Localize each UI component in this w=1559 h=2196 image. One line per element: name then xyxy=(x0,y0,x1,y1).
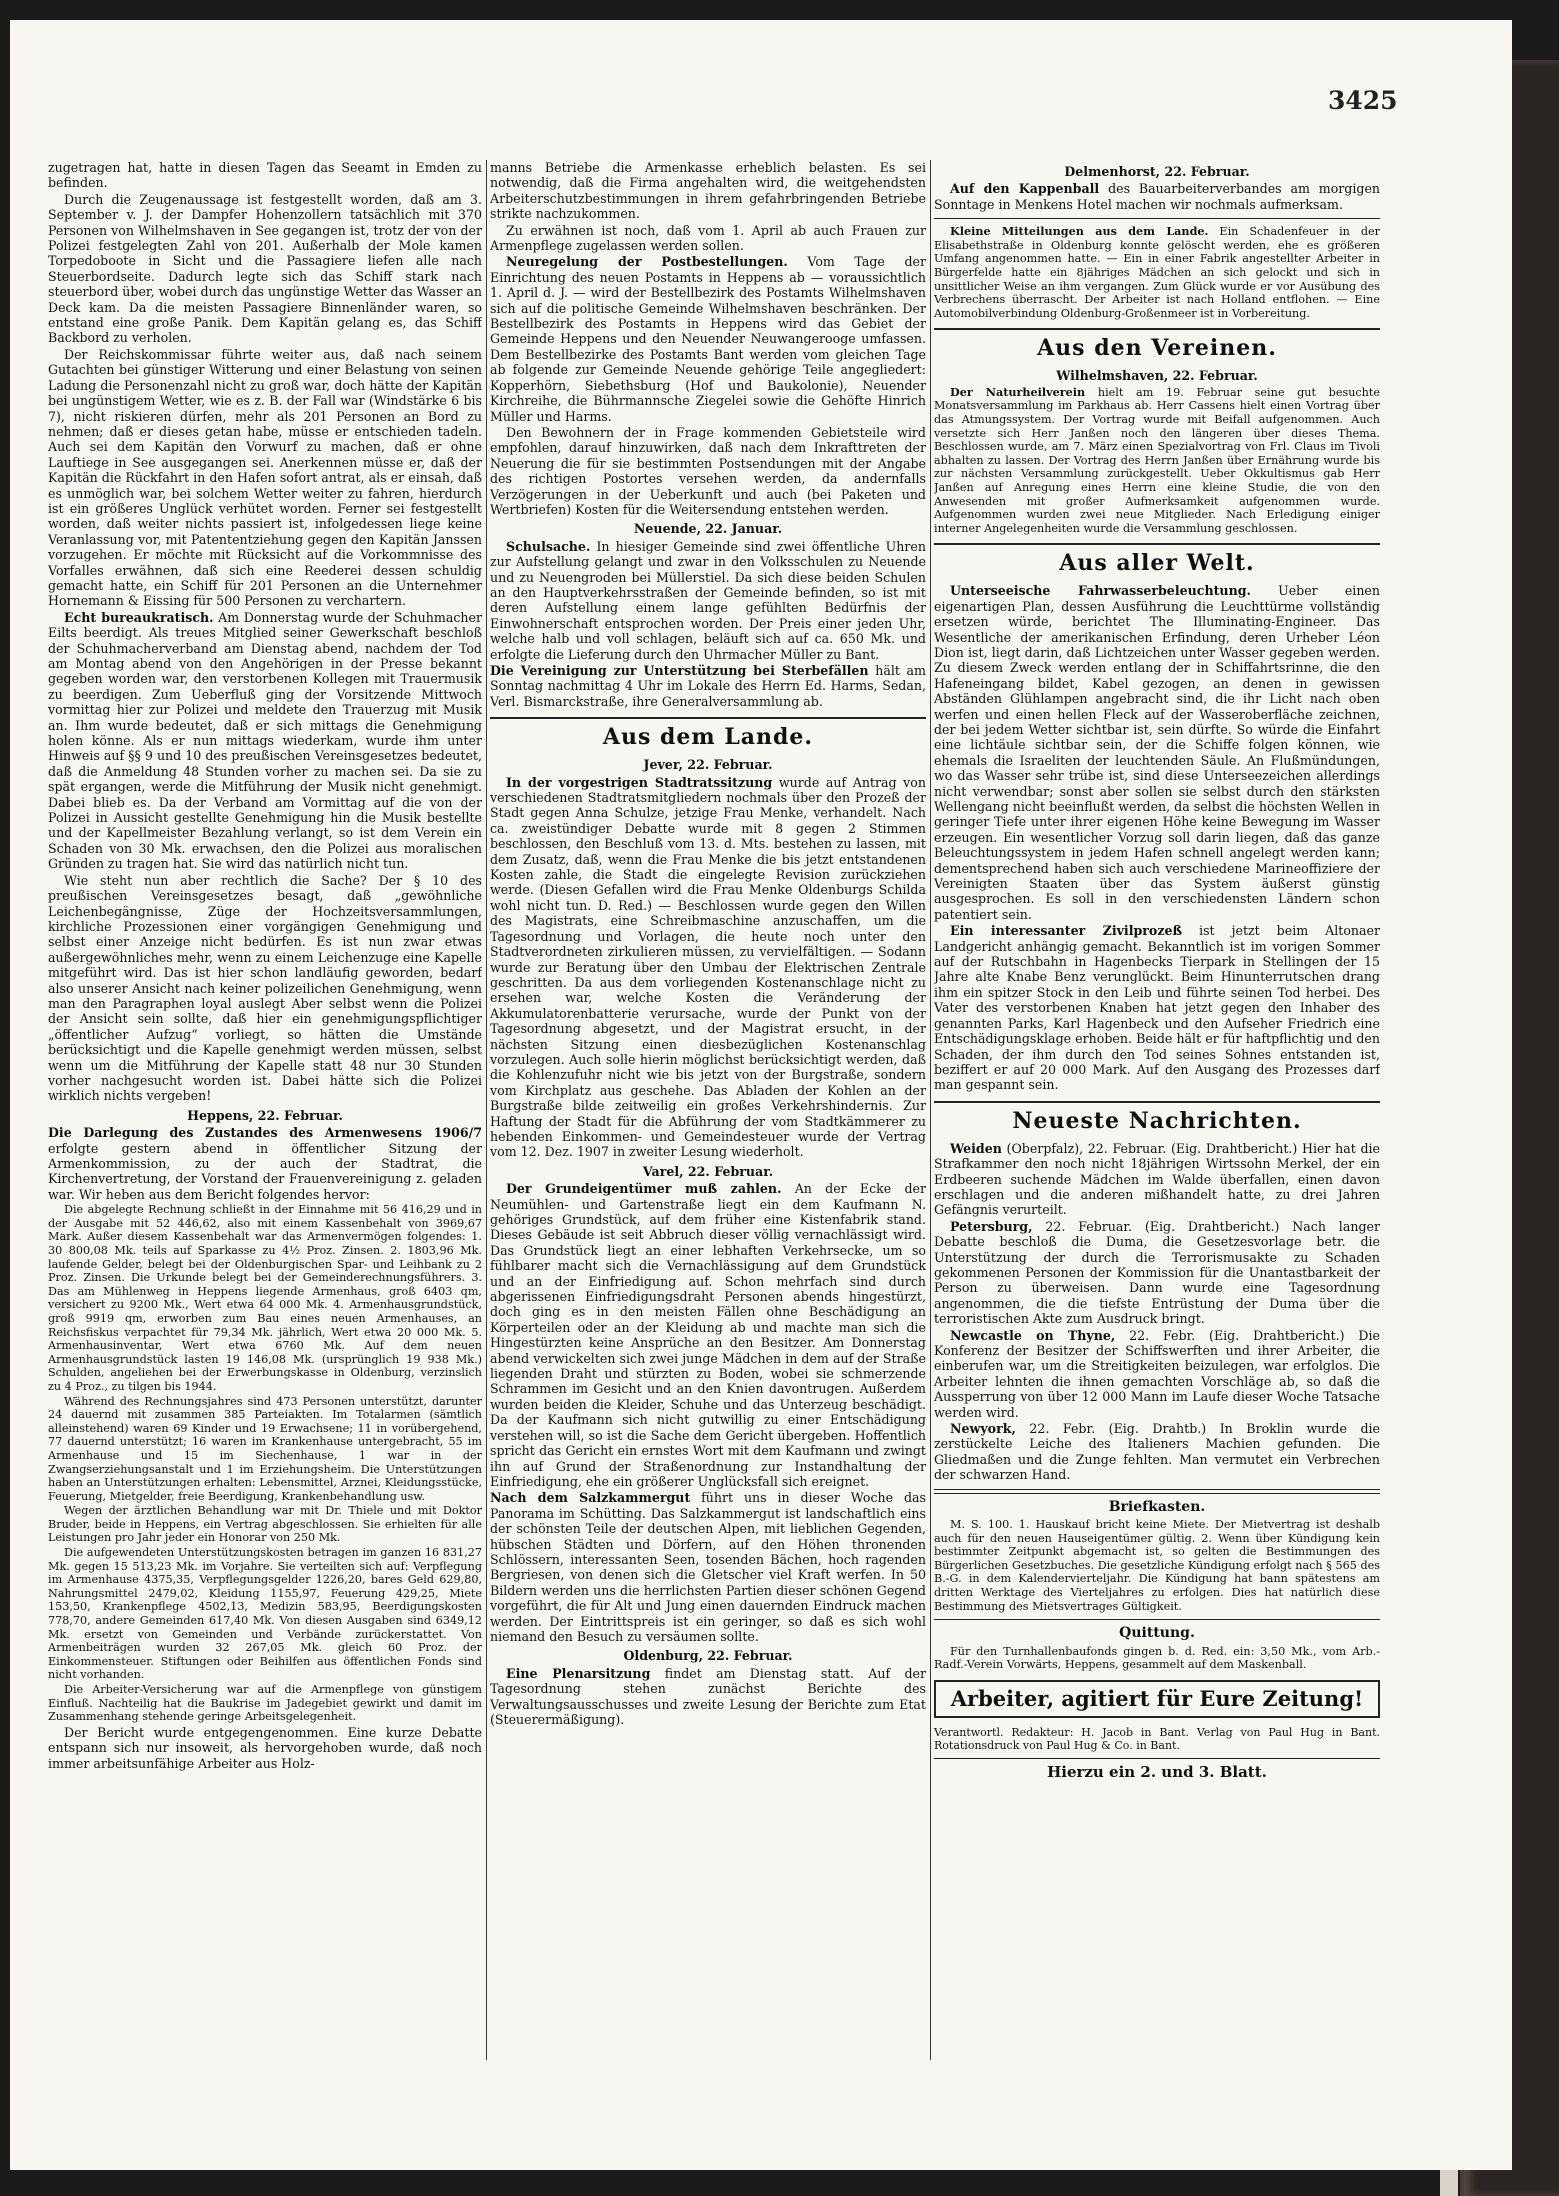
section-heading: Neueste Nachrichten. xyxy=(934,1101,1380,1135)
article-paragraph xyxy=(48,160,482,191)
article-paragraph xyxy=(490,775,926,1160)
divider xyxy=(934,1619,1380,1620)
article-paragraph xyxy=(48,1683,482,1724)
article-paragraph xyxy=(934,1141,1380,1218)
article-text: hielt am 19. Februar seine gut besuchte Monatsversammlung im Parkhaus ab. Herr Cassens hielt einen Vortrag über das Atmungssystem. Der Vortrag wurde mit Beifall aufgenommen. Auch versetzte sich Herr Janßen noch den längeren über dieses Thema. Beschlossen wurde, am 7. März einen Spezialvortrag von Frl. Claus im Tivoli abhalten zu lassen. Der Vortrag des Herrn Janßen über Ernährung wurde bis zur nächsten Versammlung zurückgestellt. Ueber Okkultismus gab Herr Janßen auf Anregung eines Herrn eine kleine Studie, die von den Anwesenden mit großer Aufmerksamkeit aufgenommen wurde. Aufgenommen wurden zwei neue Mitglieder. Nach Erledigung einiger interner Angelegenheiten wurde die Versammlung geschlossen. xyxy=(934,385,1380,535)
article-paragraph xyxy=(48,1725,482,1771)
article-lead: Nach dem Salzkammergut xyxy=(490,1490,691,1506)
article-lead: Schulsache. xyxy=(506,538,591,554)
article-lead: Weiden xyxy=(950,1140,1002,1156)
divider xyxy=(934,1758,1380,1759)
article-text: zugetragen hat, hatte in diesen Tagen das Seeamt in Emden zu befinden. xyxy=(48,160,482,191)
briefkasten-title: Briefkasten. xyxy=(1108,1498,1206,1515)
article-text: des Bauarbeiterverbandes am morgigen Sonntage in Menkens Hotel machen wir nochmals aufmerksam. xyxy=(934,181,1380,212)
divider xyxy=(934,218,1380,219)
column-rule-1 xyxy=(486,160,487,2060)
article-lead: Die Darlegung des Zustandes des Armenwesens 1906/7 xyxy=(48,1125,482,1141)
newspaper-page xyxy=(10,20,1512,2170)
article-text: Vom Tage der Einrichtung des neuen Postamts in Heppens ab — voraussichtlich 1. April d. J. — wird der Bestellbezirk des Postamts Wilhelmshaven sich auf die politische Gemeinde Wilhelmshaven beschränken. Der Bestellbezirk des Postamts in Heppens wird das Gebiet der Gemeinde Heppens und den Neuender Neuwangerooge umfassen. Dem Bestellbezirke des Postamts Bant werden vom gleichen Tage ab folgende zur Gemeinde Neuende gehörige Teile angegliedert: Kopperhörn, Siebethsburg (Hof und Baukolonie), Neuender Kirchreihe, die Bührmannsche Ziegelei sowie die Gehöfte Hinrich Müller und Harms. xyxy=(490,254,926,424)
article-text: ist jetzt beim Altonaer Landgericht anhängig gemacht. Bekanntlich ist im vorigen Sommer auf der Rutschbahn in Hagenbecks Tierpark in Stellingen der 15 Jahre alte Knabe Benz verunglückt. Beim Hinunterrutschen drang ihm ein spitzer Stock in den Leib und führte seinen Tod herbei. Des Vater des verstorbenen Knaben hat jetzt gegen den Inhaber des genannten Parks, Karl Hagenbeck und den Aufseher Friedrich eine Entschädigungsklage erhoben. Beide hält er für haftpflichtig und den Schaden, der ihm durch den Tod seines Sohnes entstanden ist, beziffert er auf 20 000 Mark. Auf den Ausgang des Prozesses darf man gespannt sein. xyxy=(934,923,1380,1093)
article-paragraph xyxy=(48,1125,482,1202)
article-lead: Newcastle on Thyne, xyxy=(950,1327,1116,1343)
article-text: wurde auf Antrag von verschiedenen Stadtratsmitgliedern nochmals über den Prozeß der Stadt gegen Anna Schulze, jetzige Frau Menke, verhandelt. Nach ca. zweistündiger Debatte wurde mit 8 gegen 2 Stimmen beschlossen, den Beschluß vom 13. d. Mts. bestehen zu lassen, mit dem Zusatz, daß, wenn die Frau Menke die bis jetzt entstandenen Kosten zahle, die Stadt die eingelegte Revision zurückziehen werde. (Diesen Gefallen wird die Frau Menke Oldenburgs Schilda wohl nicht tun. D. Red.) — Beschlossen wurde gegen den Willen des Magistrats, eine Schreibmaschine anzuschaffen, um die Tagesordnung und Vorlagen, die heute noch unter den Stadtverordneten zirkulieren müssen, zu vervielfältigen. — Sodann wurde zur Beratung über den Umbau der Elektrischen Zentrale geschritten. Da aus dem vorliegenden Kostenanschlage nicht zu ersehen war, welche Kosten die Veränderung der Akkumulatorenbatterie verursache, wurde der Punkt von der Tagesordnung abgesetzt, und der Magistrat ersucht, in der nächsten Sitzung einen diesbezüglichen Kostenanschlag vorzulegen. Auch solle hierin möglichst berücksichtigt werden, daß die Kohlenzufuhr nicht wie bis jetzt von der Burgstraße, sondern vom Kirchplatz aus geschehe. Das Abladen der Kohlen an der Burgstraße bilde zeitweilig ein großes Verkehrshindernis. Zur Haftung der Stadt für die Abführung der vom Stadtkämmerer zu hebenden Einkommen- und Gemeindesteuer wurde der Vertrag vom 12. Dez. 1907 in zweiter Lesung wiederholt. xyxy=(490,774,926,1160)
article-text: Wegen der ärztlichen Behandlung war mit Dr. Thiele und mit Doktor Bruder, beide in Heppens, ein Vertrag abgeschlossen. Sie erhielten für alle Leistungen pro Jahr jeder ein Honorar von 250 Mk. xyxy=(48,1504,482,1545)
article-text: Zu erwähnen ist noch, daß vom 1. April ab auch Frauen zur Armenpflege zugelassen werden sollen. xyxy=(490,222,926,254)
briefkasten-text: M. S. 100. 1. Hauskauf bricht keine Miete. Der Mietvertrag ist deshalb auch für den neuen Hauseigentümer gültig. 2. Wenn über Kündigung kein bestimmter Zeitpunkt abgemacht ist, so gelten die Bestimmungen des Bürgerlichen Gesetzbuches. Die gesetzliche Kündigung erfolgt nach § 565 des B.-G. in dem Kalendervierteljahr. Die Kündigung hat bann spätestens am dritten Werktage des Vierteljahres zu erfolgen. Dies hat natürlich diese Bestimmung des Mietsvertrages Gültigkeit. xyxy=(934,1518,1380,1613)
quittung-title: Quittung. xyxy=(1119,1625,1195,1642)
article-paragraph xyxy=(48,347,482,609)
article-text: 22. Febr. (Eig. Drahtbericht.) Die Konferenz der Besitzer der Schiffswerften und ihrer Arbeiter, die einberufen war, um die Streitigkeiten beizulegen, war erfolglos. Die Arbeiter lehnten die ihnen gemachten Vorschläge ab, so daß die Aussperrung von über 12 000 Mann im Laufe dieser Woche Tatsache werden wird. xyxy=(934,1327,1380,1420)
article-text: Die Arbeiter-Versicherung war auf die Armenpflege von günstigem Einfluß. Nachteilig hat die Baukrise im Jadegebiet gewirkt und damit im Zusammenhang stehende geringe Arbeitsgelegenheit. xyxy=(48,1683,482,1724)
article-text: manns Betriebe die Armenkasse erheblich belasten. Es sei notwendig, daß die Firma angehalten wird, die weitgehendsten Arbeiterschutzbestimmungen in ihrem gefahrbringenden Betriebe strikte nachzukommen. xyxy=(490,160,926,222)
article-paragraph xyxy=(934,386,1380,536)
article-paragraph xyxy=(490,1490,926,1644)
article-paragraph xyxy=(48,1203,482,1393)
article-paragraph xyxy=(490,254,926,423)
section-heading: Aus aller Welt. xyxy=(934,543,1380,577)
article-text: An der Ecke der Neumühlen- und Gartenstraße liegt ein dem Kaufmann N. gehöriges Grundstück, auf dem früher eine Kistenfabrik stand. Dieses Gebäude ist seit Abbruch dieser völlig vernachlässigt wird. Das Grundstück liegt an einer lebhaften Verkehrsecke, um so fühlbarer macht sich die Vernachlässigung auf dem Grundstück und an der Einfriedigung auf. Schon mehrfach sind durch abgerissenen Einfriedigungsdraht Personen abends hingestürzt, doch ging es in den meisten Fällen ohne Beschädigung an Körperteilen oder an der Kleidung ab und machte man sich die Hingestürzten keine Ansprüche an den Besitzer. Am Donnerstag abend verwickelten sich zwei junge Mädchen in dem auf der Straße liegenden Draht und stürzten zu Boden, wobei sie schmerzende Schrammen im Gesicht und an den Knien davontrugen. Außerdem wurden beiden die Kleider, Schuhe und das Unterzeug beschädigt. Da der Kaufmann sich nicht gutwillig zu einer Entschädigung verstehen will, so ist die Sache dem Gericht übergeben. Hoffentlich spricht das Gericht ein ernstes Wort mit dem Kaufmann und zwingt ihn auf Grund der Straßenordnung zur Instandhaltung der Einfriedigung, ehe ein größerer Unglücksfall sich ereignet. xyxy=(490,1181,926,1489)
column-1 xyxy=(48,160,482,2100)
article-lead: Eine Plenarsitzung xyxy=(506,1665,651,1681)
dateline: Delmenhorst, 22. Februar. xyxy=(1064,164,1250,179)
article-text: Am Donnerstag wurde der Schuhmacher Eilts beerdigt. Als treues Mitglied seiner Gewerkschaft beschloß der Schuhmacherverband am Dienstag abend, nachdem der Tod am Montag abend von den Angehörigen in der Presse bekannt gegeben worden war, den verstorbenen Kollegen mit Trauermusik zu beerdigen. Zum Ueberfluß ging der Vorsitzende Mittwoch vormittag hier zur Polizei und meldete den Trauerzug mit Musik an. Ihm wurde bedeutet, daß er sich mittags die Genehmigung holen könne. Als er nun mittags wiederkam, wurde ihm unter Hinweis auf §§ 9 und 10 des preußischen Vereinsgesetzes bedeutet, daß die Anmeldung 48 Stunden vorher zu machen sei. Da sie zu spät ergangen, werde die Mitführung der Musik nicht genehmigt. Dabei blieb es. Da der Verband am Vormittag auf die von der Polizei in Aussicht gestellte Genehmigung hin die Musik bestellte und der Kapellmeister Bezahlung verlangt, so ist dem Verein ein Schaden von 30 Mk. erwachsen, den die Polizei aus moralischen Gründen zu tragen hat. Sie wird das natürlich nicht tun. xyxy=(48,609,482,872)
dateline: Varel, 22. Februar. xyxy=(642,1163,774,1179)
article-text: Ueber einen eigenartigen Plan, dessen Ausführung die Leuchttürme vollständig ersetzen würde, berichtet The Illuminating-Engineer. Das Wesentliche der amerikanischen Erfindung, deren Urheber Léon Dion ist, liegt darin, daß Lichtzeichen unter Wasser gegeben werden. Zu diesem Zweck werden entlang der in Schiffahrtsrinne, die den Hafeneingang bildet, Kabel gezogen, an denen in gewissen Abständen Glühlampen angebracht sind, die ihr Licht nach oben werfen und einen hellen Fleck auf der Wasseroberfläche zeichnen, der bei jedem Wetter sichtbar ist, sein dürfte. So würde die Einfahrt eine lichtäule sichtbar sein, der die Schiffe folgen können, wie ehemals die Israeliten der leuchtenden Säule. An Flußmündungen, wo das Wasser sehr trübe ist, sind diese Unterseezeichen allerdings nicht verwendbar; sonst aber sollen sie selbst durch den stärksten Wellengang nicht beeinflußt werden, da selbst die höchsten Wellen in geringer Tiefe unter ihrer eigenen Höhe keine Bewegung im Wasser erzeugen. Ein wesentlicher Vorzug soll darin liegen, daß das ganze Beleuchtungssystem in jedem Hafen schnell angelegt werden kann; dementsprechend haben sich auch verschiedene Marineoffiziere der Vereinigten Staaten über das System äußerst günstig ausgesprochen. Es soll in den verschiedensten Ländern schon patentiert sein. xyxy=(934,583,1380,922)
section-heading: Aus dem Lande. xyxy=(490,717,926,751)
article-paragraph xyxy=(48,1504,482,1545)
slogan-banner: Arbeiter, agitiert für Eure Zeitung! xyxy=(934,1680,1380,1718)
article-text: Ein Schadenfeuer in der Elisabethstraße in Oldenburg konnte gelöscht werden, ehe es größeren Umfang angenommen hatte. — Ein in einer Fabrik angestellter Arbeiter in Bürgerfelde hatte ein 8jähriges Mädchen an sich gelockt und sich in unsittlicher Weise an ihm vergangen. Zum Glück wurde er vor Ausübung des Verbrechens überrascht. Der Arbeiter ist nach Holland entflohen. — Eine Automobilverbindung Oldenburg-Großenmeer ist in Vorbereitung. xyxy=(934,225,1380,320)
article-text: Die aufgewendeten Unterstützungskosten betragen im ganzen 16 831,27 Mk. gegen 15 513,23 Mk. im Vorjahre. Sie verteilten sich auf: Verpflegung im Armenhause 4375,35, Verpflegungsgelder 1226,20, bares Geld 629,80, Nahrungsmittel 2479,02, Kleidung 1155,97, Feuerung 429,25, Miete 153,50, Krankenpflege 4502,13, Medizin 583,95, Beerdigungskosten 778,70, andere Gemeinden 617,40 Mk. Von diesen Ausgaben sind 6349,12 Mk. ersetzt von Gemeinden und Verbände zurückerstattet. Von Armenbeiträgen wurden 32 267,05 Mk. gleich 60 Proz. der Einkommensteuer. Stiftungen oder Beihilfen aus öffentlichen Fonds sind nicht vorhanden. xyxy=(48,1546,482,1682)
dateline: Wilhelmshaven, 22. Februar. xyxy=(1056,368,1258,384)
article-paragraph xyxy=(490,1181,926,1489)
column-2 xyxy=(490,160,926,2100)
article-lead: Echt bureaukratisch. xyxy=(64,609,214,625)
article-paragraph xyxy=(490,425,926,517)
dateline: Oldenburg, 22. Februar. xyxy=(623,1648,793,1664)
dateline: Heppens, 22. Februar. xyxy=(187,1107,343,1123)
article-text: Der Reichskommissar führte weiter aus, daß nach seinem Gutachten bei günstiger Witterung und einer Belastung von seinen Ladung die Personenzahl nicht zu groß war, doch hätte der Kapitän bei ungünstigem Wetter, wie es z. B. der Fall war (Windstärke 6 bis 7), nicht riskieren dürfen, mehr als 201 Personen an Bord zu nehmen; daß er dieses getan habe, müsse er entschieden tadeln. Auch sei dem Kapitän den Vorwurf zu machen, daß er ohne Lauftiege in See ausgegangen sei. Anerkennen müsse er, daß der Kapitän die Rückfahrt in den Hafen sofort antrat, als er einsah, daß es unmöglich war, bei solchem Wetter weiter zu fahren, hierdurch ist ein größeres Unglück verhütet worden. Ferner sei festgestellt worden, daß weiter nichts passiert ist, infolgedessen liege keine Veranlassung vor, mit Patententziehung gegen den Kapitän Janssen vorzugehen. Er möchte mit Rücksicht auf die Vorkommnisse des Vorfalles erwähnen, daß sich eine Reederei dessen schuldig gemacht hatte, ein Schiff für 201 Personen an die Unternehmer Hornemann & Eissing für 500 Personen zu verchartern. xyxy=(48,346,482,609)
article-lead: In der vorgestrigen Stadtratssitzung xyxy=(506,774,773,790)
article-lead: Petersburg, xyxy=(950,1218,1033,1234)
article-text: Den Bewohnern der in Frage kommenden Gebietsteile wird empfohlen, darauf hinzuwirken, daß nach dem Inkrafttreten der Neuerung die für sie bestimmten Postsendungen mit der Angabe des richtigen Postortes versehen werden, da andernfalls Verzögerungen in der Ueberkunft und auch (bei Paketen und Wertbriefen) Kosten für die Weitersendung entstehen werden. xyxy=(490,424,926,517)
article-lead: Newyork, xyxy=(950,1421,1016,1437)
article-paragraph xyxy=(48,192,482,346)
page-number: 3425 xyxy=(1328,86,1398,115)
article-text: führt uns in dieser Woche das Panorama im Schütting. Das Salzkammergut ist landschaftlich eins der schönsten Teile der deutschen Alpen, mit lieblichen Gegenden, hübschen Städten und Dörfern, auf den Höhen thronenden Schlössern, interessanten Seen, tosenden Bächen, hoch ragenden Bergriesen, von denen sich die Gletscher viel Kraft werfen. In 50 Bildern werden uns die herrlichsten Partien dieser schönen Gegend vorgeführt, die für Alt und Jung einen dauernden Eindruck machen werden. Der Eintrittspreis ist ein geringer, so daß es sich wohl niemand den Besuch zu versäumen sollte. xyxy=(490,1490,926,1644)
article-paragraph xyxy=(48,1546,482,1682)
dateline: Jever, 22. Februar. xyxy=(643,757,773,773)
article-lead: Der Naturheilverein xyxy=(950,384,1086,399)
column-rule-2 xyxy=(930,160,931,2060)
article-paragraph xyxy=(934,583,1380,922)
article-paragraph xyxy=(934,923,1380,1092)
article-text: Wie steht nun aber rechtlich die Sache? Der § 10 des preußischen Vereinsgesetzes besagt, daß „gewöhnliche Leichenbegängnisse, Züge der Hochzeitsversammlungen, kirchliche Prozessionen einer vorgängigen Genehmigung und selbst einer Anzeige nicht bedürfen. Es ist nun zwar etwas außergewöhnliches mehr, wenn zu einem Leichenzuge eine Kapelle mitgeführt wird. Das ist hier schon landläufig geworden, bedarf also unserer Ansicht nach keiner polizeilichen Genehmigung, wenn man den Paragraphen loyal auslegt Aber selbst wenn die Polizei der Ansicht sein sollte, daß hier ein genehmigungspflichtiger „öffentlicher Aufzug“ vorliegt, so hätten die Umstände berücksichtigt und die Kapelle genehmigt werden müssen, selbst wenn um die Mitführung der Kapelle statt 48 nur 30 Stunden vorher nachgesucht worden ist. Dabei hätte sich die Polizei wirklich nichts vergeben! xyxy=(48,872,482,1104)
article-paragraph xyxy=(934,1328,1380,1420)
article-lead: Neuregelung der Postbestellungen. xyxy=(506,254,788,270)
article-lead: Unterseeische Fahrwasserbeleuchtung. xyxy=(950,583,1251,599)
article-text: Der Bericht wurde entgegengenommen. Eine kurze Debatte entspann sich nur insoweit, als hervorgehoben wurde, daß noch immer arbeitsunfähige Arbeiter aus Holz- xyxy=(48,1724,482,1771)
article-lead: Ein interessanter Zivilprozeß xyxy=(950,923,1183,939)
article-paragraph xyxy=(934,225,1380,320)
article-paragraph xyxy=(48,1395,482,1504)
article-paragraph xyxy=(490,663,926,709)
article-text: Während des Rechnungsjahres sind 473 Personen unterstützt, darunter 24 dauernd mit zusammen 385 Parteiakten. Im Totalarmen (sämtlich alleinstehend) waren 69 Kinder und 19 Erwachsene; 11 in vorübergehend, 77 dauernd unterstützt; 16 waren im Krankenhause untergebracht, 55 im Armenhause und 15 im Siechenhause, 1 war in der Zwangserziehungsanstalt und 1 im Erziehungsheim. Die Unterstützungen haben an Unterstützungen erhalten: Lebensmittel, Arznei, Kleidungsstücke, Feuerung, Mietgelder, freie Beerdigung, Krankenbehandlung usw. xyxy=(48,1394,482,1503)
article-lead: Der Grundeigentümer muß zahlen. xyxy=(506,1181,782,1197)
article-text: findet am Dienstag statt. Auf der Tagesordnung stehen zunächst Berichte des Verwaltungsausschusses und zweite Lesung der Berichte zum Etat (Steuerermäßigung). xyxy=(490,1665,926,1727)
article-paragraph xyxy=(48,873,482,1104)
dateline: Neuende, 22. Januar. xyxy=(633,521,783,537)
article-paragraph xyxy=(490,160,926,222)
article-text: Die abgelegte Rechnung schließt in der Einnahme mit 56 416,29 und in der Ausgabe mit 52 446,62, also mit einem Kassenbehalt von 3969,67 Mark. Außer diesem Kassenbehalt war das Armenvermögen folgendes: 1. 30 800,08 Mk. teils auf Sparkasse zu 4½ Proz. Zinsen. 2. 1803,96 Mk. laufende Gelder, belegt bei der Oldenburgischen Spar- und Leihbank zu 2 Proz. Zinsen. Die Urkunde belegt bei der Gemeinderechnungsführers. 3. Das am Mühlenweg in Heppens liegende Armenhaus, groß 6403 qm, versichert zu 9200 Mk., Wert etwa 64 000 Mk. 4. Armenhausgrundstück, groß 9919 qm, erworben zum Bau eines neuen Armenhauses, an Reichsfiskus verpachtet für 79,34 Mk. jährlich, Wert etwa 20 000 Mk. 5. Armenhausinventar, Wert etwa 6760 Mk. Auf dem neuen Armenhausgrundstück lasten 19 146,08 Mk. (ursprünglich 19 938 Mk.) Schulden, angeliehen bei der Erwerbungskasse in Oldenburg, verzinslich zu 4 Proz., zu tilgen bis 1944. xyxy=(48,1203,482,1393)
quittung-text: Für den Turnhallenbaufonds gingen b. d. Red. ein: 3,50 Mk., vom Arb.-Radf.-Verein Vorwärts, Heppens, gesammelt auf dem Maskenball. xyxy=(934,1644,1380,1672)
article-text: Durch die Zeugenaussage ist festgestellt worden, daß am 3. September v. J. der Dampfer Hohenzollern tatsächlich mit 370 Personen von Wilhelmshaven in See gegangen ist, trotz der von der Polizei festgelegten Zahl von 201. Außerhalb der Mole kamen Torpedoboote in Sicht und die Passagiere liefen alle nach Steuerbordseite. Dadurch legte sich das Schiff stark nach steuerbord über, wobei durch das ungünstige Wetter das Wasser an Deck kam. Da die meisten Passagiere Binnenländer waren, so entstand eine große Panik. Dem Kapitän gelang es, das Schiff Backbord zu verholen. xyxy=(48,191,482,346)
article-paragraph xyxy=(490,223,926,254)
article-paragraph xyxy=(48,610,482,872)
section-heading: Aus den Vereinen. xyxy=(934,328,1380,362)
article-text: In hiesiger Gemeinde sind zwei öffentliche Uhren zur Aufstellung gelangt und zwar in den Volksschulen zu Neuende und zu Neuengroden bei Müllerstiel. Da sich diese beiden Schulen an den Hauptverkehrsstraßen der Gemeinde befinden, so ist mit deren Aufstellung einem lange gefühlten Bedürfnis der Einwohnerschaft entsprochen worden. Der Preis einer jeden Uhr, welche halb und voll schlagen, beläuft sich auf ca. 650 Mk. und erfolgte die Lieferung durch den Uhrmacher Müller zu Bant. xyxy=(490,538,926,662)
article-lead: Auf den Kappenball xyxy=(950,181,1100,197)
article-paragraph xyxy=(934,1421,1380,1483)
article-text: 22. Februar. (Eig. Drahtbericht.) Nach langer Debatte beschloß die Duma, die Gesetzesvorlage betr. die Unterstützung der durch die Terrorismusakte zu Schaden gekommenen Personen der Kommission für die Unantastbarkeit der Person zu überweisen. Dann wurde eine Tagesordnung angenommen, die die tiefste Entrüstung der Duma über die terroristischen Akte zum Ausdruck bringt. xyxy=(934,1218,1380,1327)
article-paragraph xyxy=(490,539,926,662)
article-paragraph xyxy=(934,181,1380,212)
article-text: erfolgte gestern abend in öffentlicher Sitzung der Armenkommission, zu der auch der Stadtrat, die Kirchenvertretung, der Vorstand der Frauenvereinigung z. geladen war. Wir heben aus dem Bericht folgendes hervor: xyxy=(48,1140,482,1202)
column-3 xyxy=(934,160,1380,2100)
article-text: 22. Febr. (Eig. Drahtb.) In Broklin wurde die zerstückelte Leiche des Italieners Machien gefunden. Die Gliedmaßen und die Zunge fehlten. Man vermutet ein Verbrechen der schwarzen Hand. xyxy=(934,1421,1380,1483)
imprint: Verantwortl. Redakteur: H. Jacob in Bant. Verlag von Paul Hug in Bant. Rotationsdruck von Paul Hug & Co. in Bant. xyxy=(934,1725,1380,1752)
article-text: hält am Sonntag nachmittag 4 Uhr im Lokale des Herrn Ed. Harms, Sedan, Verl. Bismarckstraße, ihre Generalversammlung ab. xyxy=(490,663,926,709)
article-paragraph xyxy=(934,1219,1380,1327)
article-text: (Oberpfalz), 22. Februar. (Eig. Drahtbericht.) Hier hat die Strafkammer den noch nicht 18jährigen Wirtssohn Merkel, der ein Erdbeeren suchende Mädchen im Walde überfallen, einen davon erschlagen und die anderen mißhandelt hatte, zu drei Jahren Gefängnis verurteilt. xyxy=(934,1140,1380,1218)
article-lead: Kleine Mitteilungen aus dem Lande. xyxy=(950,224,1209,239)
article-paragraph xyxy=(490,1666,926,1728)
divider xyxy=(934,1489,1380,1494)
article-lead: Die Vereinigung zur Unterstützung bei Sterbefällen xyxy=(490,663,869,678)
beilage-note: Hierzu ein 2. und 3. Blatt. xyxy=(1047,1762,1267,1781)
